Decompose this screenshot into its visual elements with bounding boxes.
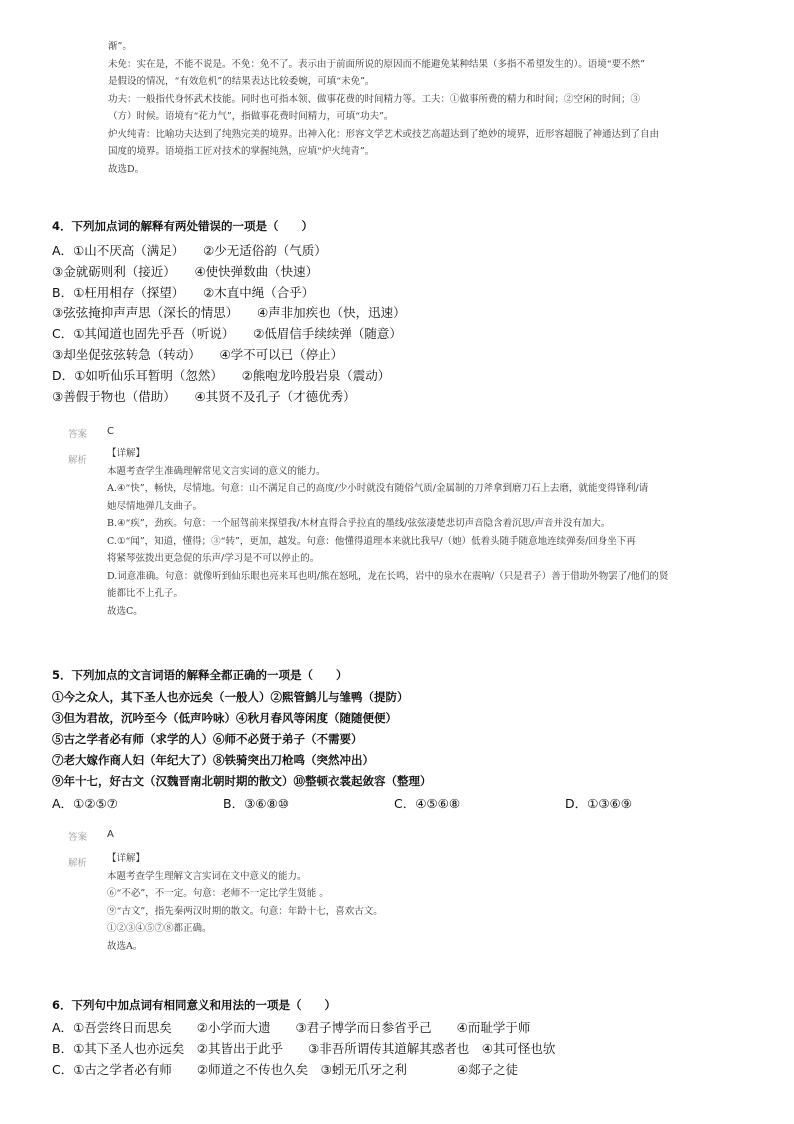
q6-options	[52, 1017, 555, 1080]
q5-option-c: C．④⑤⑥⑧	[394, 796, 461, 811]
analysis-line: D.词意准确。句意：就像听到仙乐眼也亮来耳也明/熊在怒吼，龙在长鸣，岩中的泉水在震响/（只是君子）善于借助外物罢了/他们的贤	[107, 570, 669, 582]
q4-option-line: ③却坐促弦弦转急（转动） ④学不可以已（停止）	[52, 346, 344, 362]
analysis-line: C.①“闻”，知道，懂得；③“转”，更加，越发。句意：他懂得道理本来就比我早/（她）低着头随手随意地连续弹奏/回身坐下再	[107, 535, 636, 547]
q5-analysis	[107, 850, 383, 955]
q5-answer-label: 答案	[68, 832, 88, 843]
q5-option-a: A．①②⑤⑦	[52, 796, 118, 811]
q4-title: 4．下列加点词的解释有两处错误的一项是（ ）	[52, 219, 313, 233]
q5-items	[52, 687, 432, 792]
explain-line: 渐”。	[108, 41, 132, 52]
analysis-line: 本题考查学生准确理解常见文言实词的意义的能力。	[107, 465, 326, 477]
q4-option-line: ③弦弦掩抑声声思（深长的情思） ④声非加疾也（快，迅速）	[52, 305, 406, 321]
q3-explanation	[108, 38, 659, 178]
analysis-line: 本题考查学生理解文言实词在文中意义的能力。	[107, 870, 307, 882]
q4-option-line: ③金就砺则利（接近） ④使快弹数曲（快速）	[52, 263, 319, 279]
explain-line: 炉火纯青：比喻功夫达到了纯熟完美的境界。出神入化：形容文学艺术或技艺高超达到了绝妙的境界，近形容超脱了神通达到了自由	[108, 128, 660, 140]
q4-analysis-label: 解析	[68, 455, 88, 466]
analysis-line: 故选C。	[107, 605, 143, 617]
explain-line: 功夫：一般指代身怀武术技能。同时也可指本领、做事花费的时间精力等。工夫：①做事所费的精力和时间；②空闲的时间；③	[108, 93, 641, 105]
q5-title: 5．下列加点的文言词语的解释全都正确的一项是（ ）	[52, 668, 348, 682]
q5-item-line: ⑨年十七，好古文（汉魏晋南北朝时期的散文）⑩整顿衣裳起敛容（整理）	[52, 774, 432, 788]
q5-answer: A	[107, 829, 114, 840]
analysis-line: 将紧琴弦拨出更急促的乐声/学习是不可以停止的。	[107, 553, 320, 564]
q6-option-line: A．①吾尝终日而思矣 ②小学而大遗 ③君子博学而日参省乎己 ④而耻学于师	[52, 1020, 531, 1035]
analysis-line: 故选A。	[107, 940, 143, 952]
q5-analysis-label: 解析	[68, 858, 88, 869]
q5-item-line: ⑦老大嫁作商人妇（年纪大了）⑧铁骑突出刀枪鸣（突然冲出）	[52, 753, 374, 767]
analysis-line: A.④“快”，畅快，尽情地。句意：山不满足自己的高度/少小时就没有随俗气质/金属制的刀斧拿到磨刀石上去磨，就能变得锋利/请	[107, 483, 649, 494]
q6-option-line: B．①其下圣人也亦远矣 ②其皆出于此乎 ③非吾所谓传其道解其惑者也 ④其可怪也欤	[52, 1041, 556, 1056]
q4-answer: C	[107, 426, 114, 437]
q4-analysis	[107, 445, 668, 620]
q5-item-line: ③但为君故，沉吟至今（低声吟咏）④秋月春风等闲度（随随便便）	[52, 711, 397, 725]
q4-option-line: ③善假于物也（借助） ④其贤不及孔子（才德优秀）	[52, 388, 356, 404]
analysis-line: ①②③④⑤⑦⑧都正确。	[107, 923, 212, 934]
q4-option-line: B．①枉用相存（探望） ②木直中绳（合乎）	[52, 284, 315, 300]
q4-answer-label: 答案	[68, 429, 88, 440]
explain-line: 故选D。	[108, 163, 145, 175]
analysis-line: 她尽情地弹几支曲子。	[107, 500, 203, 512]
analysis-line: B.④“疾”，劲疾。句意：一个屈驾前来探望我/木材直得合乎拉直的墨线/弦弦凄楚悲切声音隐含着沉思/声音并没有加大。	[107, 518, 611, 529]
explain-line: 是假设的情况，“有效危机”的结果表达比较委婉，可填“未免”。	[108, 76, 375, 87]
explain-line: （方）时候。语境有“花力气”，指做事花费时间精力，可填“功夫”。	[108, 111, 394, 122]
q4-option-line: A．①山不厌高（满足） ②少无适俗韵（气质）	[52, 243, 327, 258]
q6-title: 6．下列句中加点词有相同意义和用法的一项是（ ）	[52, 998, 336, 1012]
q5-option-d: D．①③⑥⑨	[565, 796, 632, 811]
analysis-line: 能都比不上孔子。	[107, 588, 184, 599]
q5-option-b: B．③⑥⑧⑩	[223, 796, 289, 811]
analysis-line: ⑥“不必”，不一定。句意：老师不一定比学生贤能 。	[107, 888, 329, 899]
explain-line: 未免：实在是，不能不说是。不免：免不了。表示由于前面所说的原因而不能避免某种结果（多指不希望发生的）。语境“要不然”	[108, 58, 645, 70]
q4-option-line: D．①如听仙乐耳暂明（忽然） ②熊咆龙吟殷岩泉（震动）	[52, 367, 391, 383]
analysis-line: ⑨“古文”，指先秦两汉时期的散文。句意：年龄十七，喜欢古文。	[107, 905, 383, 917]
q4-option-line: C．①其闻道也固先乎吾（听说） ②低眉信手续续弹（随意）	[52, 326, 402, 342]
explain-line: 国度的境界。语境指工匠对技术的掌握纯熟，应填“炉火纯青”。	[108, 146, 375, 157]
q4-options	[52, 241, 406, 407]
q5-item-line: ①今之众人，其下圣人也亦远矣（一般人）②熙管鹪儿与雏鸭（提防）	[52, 690, 409, 704]
q6-option-line: C．①古之学者必有师 ②师道之不传也久矣 ③蚓无爪牙之利 ④郯子之徒	[52, 1062, 519, 1077]
analysis-line: 【详解】	[107, 853, 146, 864]
analysis-line: 【详解】	[107, 448, 146, 459]
q5-item-line: ⑤古之学者必有师（求学的人）⑥师不必贤于弟子（不需要）	[52, 732, 363, 746]
